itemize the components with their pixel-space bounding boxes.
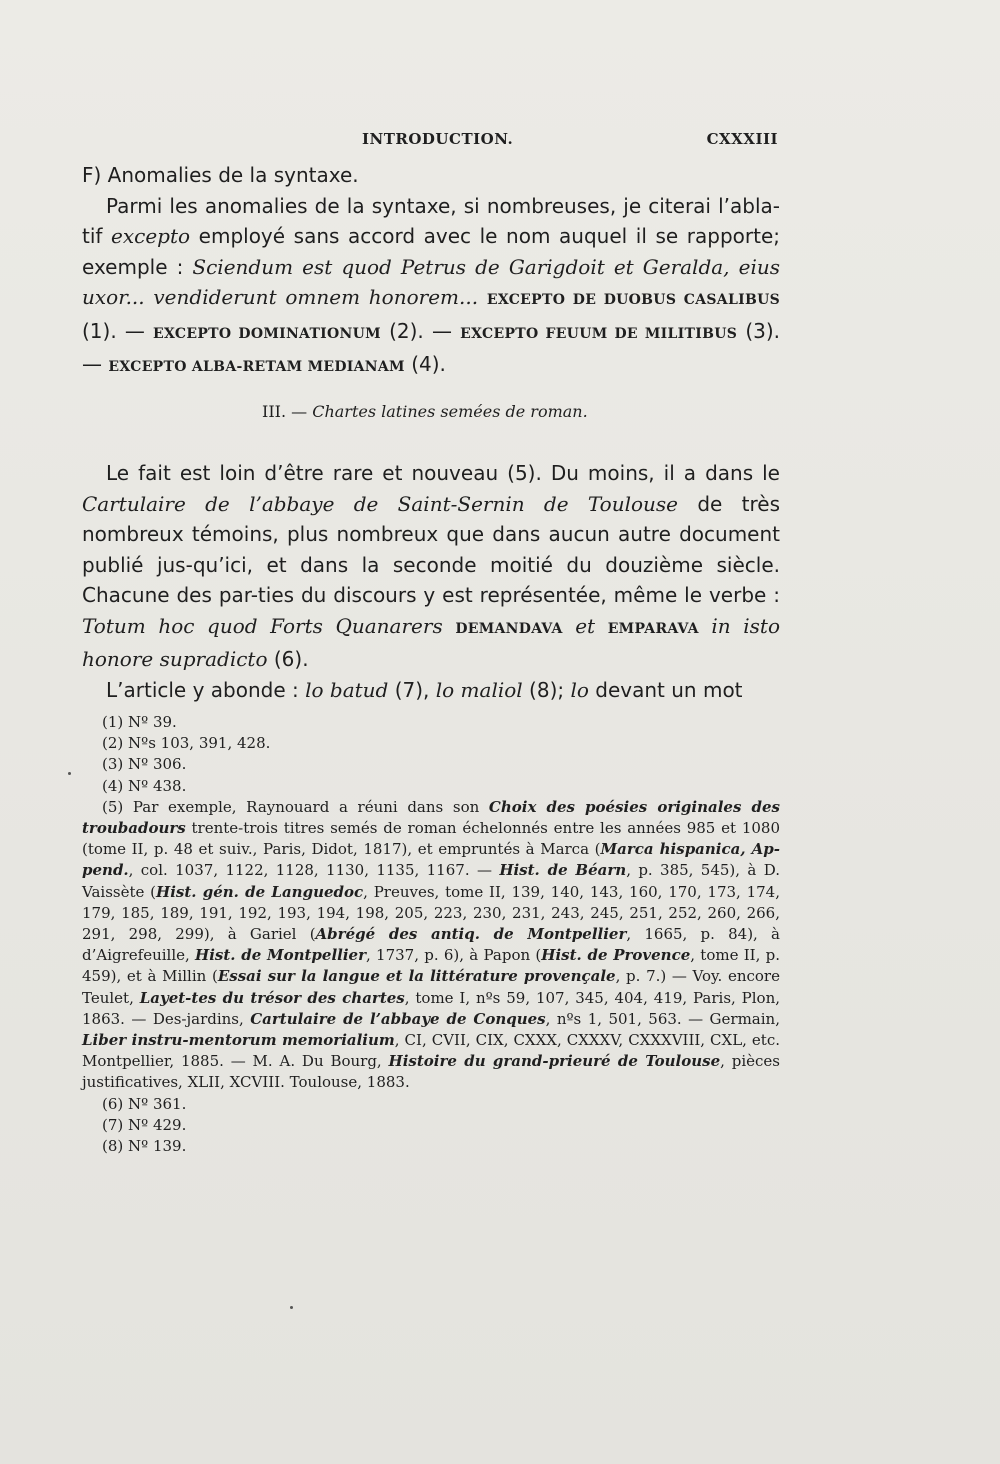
footnote-7: (7) Nº 429. [102, 1115, 187, 1134]
italic-run: excepto [111, 224, 191, 248]
small-caps-run: EXCEPTO FEUUM DE MILITIBUS [460, 325, 738, 342]
text-run: , p. 7.) — Voy. encore Teulet, [82, 967, 780, 1007]
small-caps-run: EMPARAVA [607, 620, 699, 637]
text-run: devant un mot [588, 677, 743, 702]
text-run [699, 614, 712, 638]
italic-run: Hist. de Béarn [499, 861, 627, 880]
section-f-paragraph [82, 191, 780, 383]
footnote-8: (8) Nº 139. [102, 1137, 187, 1156]
italic-run: Marca hispanica, Ap-pend. [82, 840, 780, 880]
text-run: , 1665, p. 84), à d’Aigrefeuille, [82, 925, 780, 965]
italic-run: Hist. gén. de Languedoc [156, 882, 364, 901]
italic-run: lo batud [305, 677, 389, 702]
italic-run: Totum hoc quod Forts Quanarers [82, 613, 443, 638]
body-paragraph [82, 675, 780, 706]
text-run: , p. 385, 545), à D. Vaissète ( [82, 861, 780, 901]
italic-run: Layet-tes du trésor des chartes [139, 988, 405, 1007]
footnotes [82, 712, 780, 1157]
italic-run: lo maliol [435, 677, 523, 702]
italic-run: et [575, 613, 596, 638]
section-f-heading: F) Anomalies de la syntaxe. [82, 163, 359, 187]
footnote-6: (6) Nº 361. [102, 1094, 187, 1113]
section-numeral: III. — [262, 402, 313, 421]
italic-run: Cartulaire de l’abbaye de Conques [250, 1009, 546, 1028]
text-run: Parmi les anomalies de la syntaxe, si nombreuses, je citerai l’abla-tif [82, 193, 780, 248]
italic-run: Abrégé des antiq. de Montpellier [315, 925, 627, 944]
small-caps-run: EXCEPTO DE DUOBUS CASALIBUS [486, 292, 781, 308]
text-run: Le fait est loin d’être rare et nouveau (5). Du moins, il a dans le [106, 461, 780, 485]
ink-speck [68, 772, 71, 775]
italic-run: lo [570, 677, 589, 702]
italic-run: Sciendum est quod Petrus de Garigdoit et Geralda, eius uxor... vendiderunt omnem honorem... [82, 254, 780, 309]
text-run [443, 614, 456, 638]
text-run: (2). — [380, 318, 461, 343]
text-run: , nºs 1, 501, 563. — Germain, [545, 1009, 780, 1028]
running-header [82, 130, 778, 156]
body-paragraph [82, 458, 780, 675]
text-run: (4). [404, 352, 446, 376]
text-run: (1). — [82, 318, 154, 343]
ink-speck [290, 1306, 293, 1309]
section-f [82, 160, 780, 383]
text-run [563, 614, 576, 638]
text-run: (5) Par exemple, Raynouard a réuni dans son [102, 797, 489, 816]
italic-run: Cartulaire de l’abbaye de Saint-Sernin de Toulouse [82, 491, 679, 516]
text-run [478, 285, 487, 309]
text-run [595, 614, 608, 638]
text-run: , pièces justificatives, XLII, XCVIII. Toulouse, 1883. [82, 1052, 781, 1092]
italic-run: Hist. de Provence [541, 946, 691, 965]
text-run: , Preuves, tome II, 139, 140, 143, 160, 170, 173, 174, 179, 185, 189, 191, 192, 193, 194, 198, 205, 223, 230, 231, 243, 245, 251, 252, 260, 266, 291, 298, 299), à Gariel ( [82, 882, 780, 944]
italic-run: in isto honore supradicto [82, 613, 780, 671]
italic-run: Essai sur la langue et la littérature provençale [217, 967, 616, 986]
section-title: Chartes latines semées de roman. [312, 402, 588, 421]
italic-run: Hist. de Montpellier [195, 946, 366, 965]
text-run: , col. 1037, 1122, 1128, 1130, 1135, 1167. — [128, 861, 500, 880]
italic-run: Histoire du grand-prieuré de Toulouse [388, 1052, 721, 1071]
text-run: (8); [522, 677, 571, 702]
footnote-1: (1) Nº 39. [102, 713, 177, 731]
italic-run: Liber instru-mentorum memorialium [82, 1031, 395, 1050]
section-iii-body [82, 458, 780, 705]
text-run: (7), [388, 677, 436, 702]
small-caps-run: EXCEPTO DOMINATIONUM [153, 325, 381, 342]
small-caps-run: EXCEPTO ALBA-RETAM MEDIANAM [108, 359, 405, 375]
text-run: L’article y abonde : [106, 677, 306, 702]
small-caps-run: DEMANDAVA [455, 620, 563, 637]
footnote-5 [82, 797, 780, 1094]
header-title: INTRODUCTION. [362, 130, 514, 148]
text-run: (6). [267, 647, 309, 671]
page-number: CXXXIII [706, 130, 778, 148]
footnote-4: (4) Nº 438. [102, 776, 187, 795]
text-run: , CI, CVII, CIX, CXXX, CXXXV, CXXXVIII, CXL, etc. Montpellier, 1885. — M. A. Du Bourg, [82, 1031, 781, 1071]
footnote-3: (3) Nº 306. [102, 755, 187, 774]
section-iii-heading [262, 402, 588, 421]
text-run: , tome II, p. 459), et à Millin ( [82, 946, 780, 986]
text-run: , tome I, nºs 59, 107, 345, 404, 419, Paris, Plon, 1863. — Des-jardins, [82, 988, 780, 1028]
text-run: employé sans accord avec le nom auquel il se rapporte; exemple : [82, 224, 780, 279]
footnote-2: (2) Nºs 103, 391, 428. [102, 734, 271, 753]
text-run: de très nombreux témoins, plus nombreux que dans aucun autre document publié jus-qu’ici, et dans la seconde moitié du douzième siècle. Chacune des par-ties du discours y est représentée, même le verbe : [82, 491, 780, 607]
text-run: trente-trois titres semés de roman échelonnés entre les années 985 et 1080 (tome II, p. 48 et suiv., Paris, Didot, 1817), et empruntés à Marca ( [82, 819, 780, 859]
italic-run: Choix des poésies originales des troubadours [82, 797, 780, 838]
text-run: , 1737, p. 6), à Papon ( [366, 946, 542, 965]
text-run: (3). — [82, 318, 781, 376]
